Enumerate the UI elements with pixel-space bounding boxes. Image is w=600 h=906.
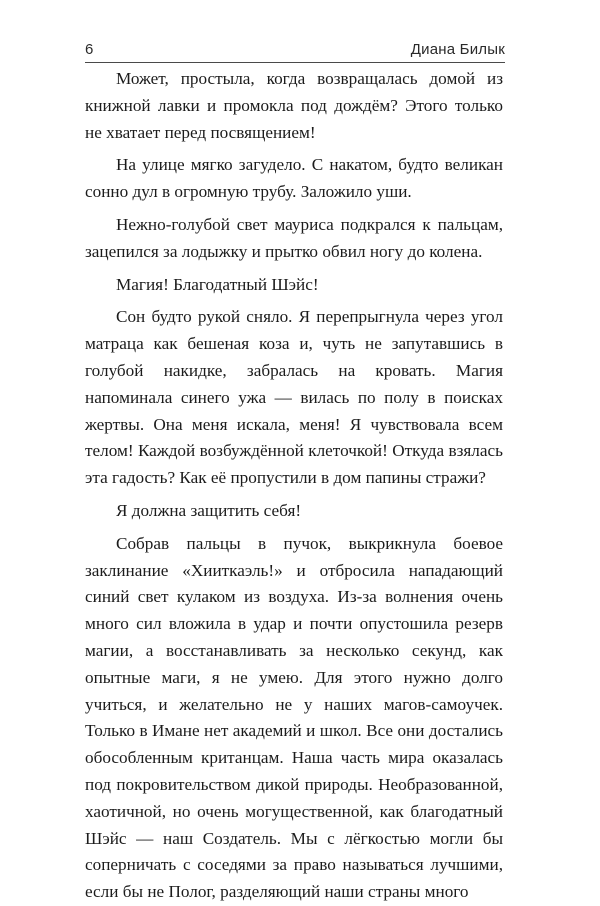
book-author: Диана Билык [410, 41, 505, 58]
paragraph: Может, простыла, когда возвращалась домой из книжной лавки и промокла под дождём? Этого только не хватает перед посвящением! [85, 69, 503, 142]
paragraph: На улице мягко загудело. С накатом, будто великан сонно дул в огромную трубу. Заложило уши. [85, 155, 503, 202]
paragraph: Магия! Благодатный Шэйс! [116, 274, 319, 294]
paragraph: Я должна защитить себя! [116, 500, 302, 520]
running-head [85, 39, 505, 61]
page-number: 6 [85, 41, 94, 58]
text-body [85, 66, 503, 906]
header-divider [85, 62, 505, 63]
paragraph: Нежно-голубой свет мауриса подкрался к пальцам, зацепился за лодыжку и прытко обвил ногу до колена. [85, 214, 503, 261]
paragraph: Собрав пальцы в пучок, выкрикнула боевое заклинание «Хииткаэль!» и отбросила нападающий синий свет кулаком из воздуха. Из-за волнения очень много сил вложила в удар и почти опустошила резерв магии, а восстанавливать за несколько секунд, как опытные маги, я не умею. Для этого нужно долго учиться, и желательно не у наших магов-самоучек. Только в Имане нет академий и школ. Все они достались обособленным кританцам. Наша часть мира оказалась под покровительством дикой природы. Необразованной, хаотичной, но очень могущественной, как благодатный Шэйс — наш Создатель. Мы с лёгкостью могли бы соперничать с соседями за право называться лучшими, если бы не Полог, разделяющий наши страны много [85, 533, 503, 902]
paragraph: Сон будто рукой сняло. Я перепрыгнула через угол матраца как бешеная коза и, чуть не запутавшись в голубой накидке, забралась на кровать. Магия напоминала синего ужа — вилась по полу в поисках жертвы. Она меня искала, меня! Я чувствовала всем телом! Каждой возбуждённой клеточкой! Откуда взялась эта гадость? Как её пропустили в дом папины стражи? [85, 307, 503, 488]
